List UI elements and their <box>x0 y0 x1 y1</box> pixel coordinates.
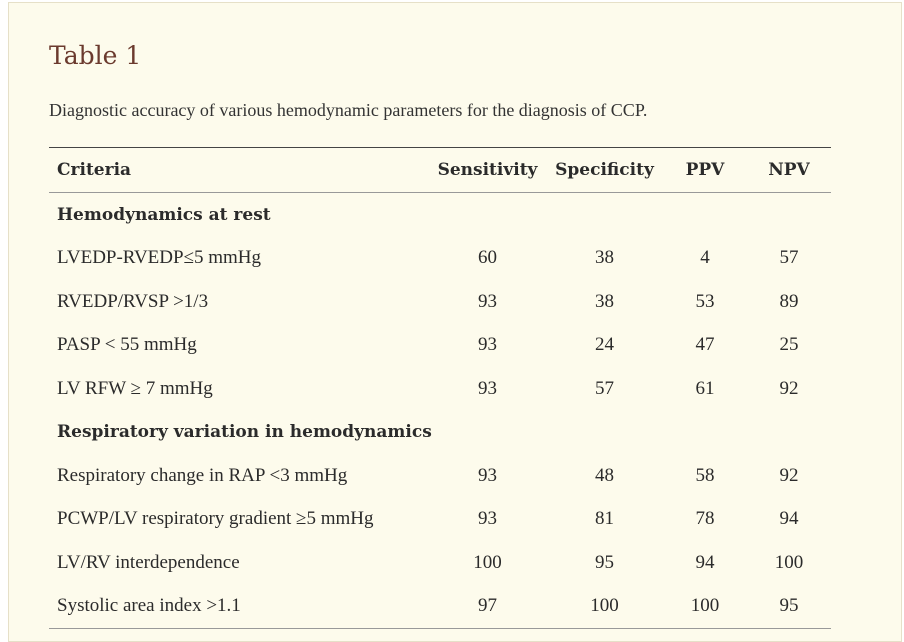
table-row <box>49 367 831 411</box>
table-row <box>49 280 831 324</box>
npv-cell: 25 <box>779 334 799 356</box>
table-row <box>49 324 831 368</box>
header-row <box>49 148 831 193</box>
specificity-cell: 57 <box>595 377 614 399</box>
npv-cell: 92 <box>779 377 799 399</box>
specificity-cell: 95 <box>595 551 614 573</box>
sensitivity-cell: 93 <box>478 464 497 486</box>
column-header-specificity: Specificity <box>546 148 663 193</box>
sensitivity-cell: 100 <box>473 551 502 573</box>
criteria-cell: LVEDP-RVEDP≤5 mmHg <box>57 247 262 269</box>
column-header-criteria: Criteria <box>49 148 429 193</box>
specificity-cell: 81 <box>595 508 614 530</box>
table-panel <box>8 2 902 642</box>
ppv-cell: 4 <box>700 247 710 269</box>
criteria-cell: LV RFW ≥ 7 mmHg <box>57 377 213 399</box>
criteria-cell: LV/RV interdependence <box>57 551 240 573</box>
sensitivity-cell: 97 <box>429 585 546 629</box>
column-header-npv: NPV <box>747 148 831 193</box>
table-row <box>49 237 831 281</box>
npv-cell: 57 <box>779 247 799 269</box>
npv-cell: 89 <box>779 290 799 312</box>
ppv-cell: 78 <box>695 508 715 530</box>
ppv-cell: 47 <box>695 334 715 356</box>
npv-cell: 100 <box>774 551 804 573</box>
npv-cell: 94 <box>779 508 799 530</box>
specificity-cell: 24 <box>595 334 614 356</box>
section-heading: Respiratory variation in hemodynamics <box>57 422 432 443</box>
criteria-cell: PASP < 55 mmHg <box>57 334 197 356</box>
table-row <box>49 585 831 629</box>
table-title: Table 1 <box>49 41 142 70</box>
section-heading-row <box>49 411 831 455</box>
criteria-cell: Respiratory change in RAP <3 mmHg <box>57 464 348 486</box>
specificity-cell: 38 <box>595 290 614 312</box>
section-heading: Hemodynamics at rest <box>57 204 271 225</box>
ppv-cell: 58 <box>695 464 715 486</box>
sensitivity-cell: 93 <box>478 377 497 399</box>
specificity-cell: 48 <box>595 464 614 486</box>
ppv-cell: 53 <box>695 290 715 312</box>
sensitivity-cell: 93 <box>478 334 497 356</box>
table-row <box>49 454 831 498</box>
criteria-cell: Systolic area index >1.1 <box>49 585 429 629</box>
ppv-cell: 94 <box>695 551 715 573</box>
table-row <box>49 498 831 542</box>
criteria-cell: PCWP/LV respiratory gradient ≥5 mmHg <box>57 508 374 530</box>
section-heading-row <box>49 193 831 237</box>
specificity-cell: 38 <box>595 247 614 269</box>
sensitivity-cell: 60 <box>478 247 497 269</box>
ppv-cell: 100 <box>663 585 747 629</box>
ppv-cell: 61 <box>695 377 715 399</box>
data-table <box>49 147 831 629</box>
sensitivity-cell: 93 <box>478 508 497 530</box>
column-header-sensitivity: Sensitivity <box>429 148 546 193</box>
table-row <box>49 541 831 585</box>
npv-cell: 95 <box>747 585 831 629</box>
sensitivity-cell: 93 <box>478 290 497 312</box>
criteria-cell: RVEDP/RVSP >1/3 <box>57 290 209 312</box>
npv-cell: 92 <box>779 464 799 486</box>
column-header-ppv: PPV <box>663 148 747 193</box>
table-caption: Diagnostic accuracy of various hemodynamic parameters for the diagnosis of CCP. <box>49 100 648 120</box>
specificity-cell: 100 <box>546 585 663 629</box>
